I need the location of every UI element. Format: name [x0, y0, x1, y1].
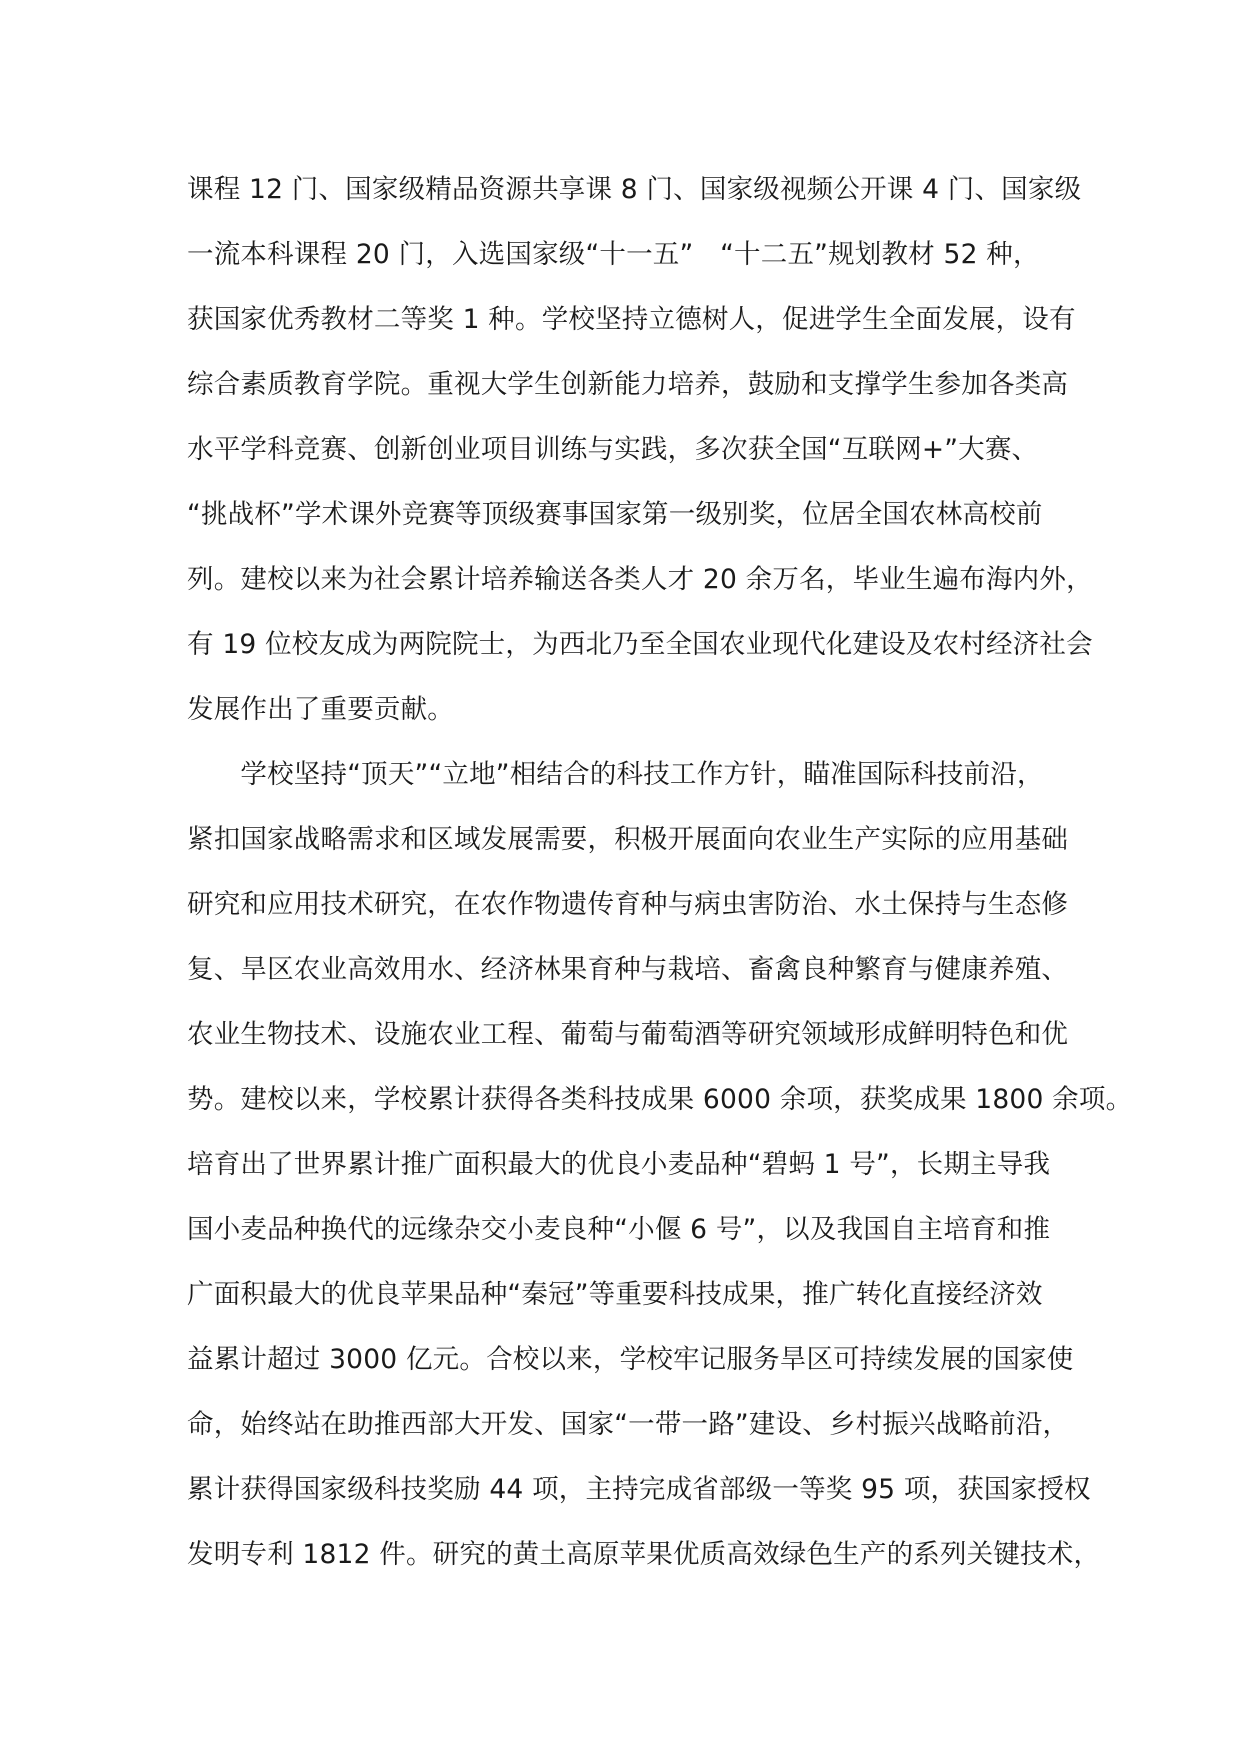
text-line: 累计获得国家级科技奖励 44 项，主持完成省部级一等奖 95 项，获国家授权 [187, 1474, 1091, 1505]
text-line: 国小麦品种换代的远缘杂交小麦良种“小偃 6 号”，以及我国自主培育和推 [187, 1214, 1051, 1245]
text-line: 有 19 位校友成为两院院士，为西北乃至全国农业现代化建设及农村经济社会 [187, 629, 1093, 660]
text-line: 获国家优秀教材二等奖 1 种。学校坚持立德树人，促进学生全面发展，设有 [187, 304, 1076, 335]
text-line: 课程 12 门、国家级精品资源共享课 8 门、国家级视频公开课 4 门、国家级 [187, 174, 1082, 205]
text-line: 命，始终站在助推西部大开发、国家“一带一路”建设、乡村振兴战略前沿， [187, 1409, 1070, 1440]
text-line: 农业生物技术、设施农业工程、葡萄与葡萄酒等研究领域形成鲜明特色和优 [187, 1019, 1069, 1050]
text-line: 益累计超过 3000 亿元。合校以来，学校牢记服务旱区可持续发展的国家使 [187, 1344, 1074, 1375]
text-line: 发展作出了重要贡献。 [187, 694, 454, 725]
text-line: 培育出了世界累计推广面积最大的优良小麦品种“碧蚂 1 号”，长期主导我 [187, 1149, 1051, 1180]
text-line: 水平学科竞赛、创新创业项目训练与实践，多次获全国“互联网+”大赛、 [187, 434, 1039, 465]
text-line: 复、旱区农业高效用水、经济林果育种与栽培、畜禽良种繁育与健康养殖、 [187, 954, 1069, 985]
text-line: “挑战杯”学术课外竞赛等顶级赛事国家第一级别奖，位居全国农林高校前 [187, 499, 1043, 530]
text-line: 势。建校以来，学校累计获得各类科技成果 6000 余项，获奖成果 1800 余项。 [187, 1084, 1133, 1115]
text-line: 学校坚持“顶天”“立地”相结合的科技工作方针，瞄准国际科技前沿， [187, 759, 1044, 790]
text-line: 广面积最大的优良苹果品种“秦冠”等重要科技成果，推广转化直接经济效 [187, 1279, 1043, 1310]
document-body [187, 157, 1133, 1587]
text-line: 一流本科课程 20 门，入选国家级“十一五” “十二五”规划教材 52 种， [187, 239, 1040, 270]
text-line: 列。建校以来为社会累计培养输送各类人才 20 余万名，毕业生遍布海内外， [187, 564, 1093, 595]
text-line: 综合素质教育学院。重视大学生创新能力培养，鼓励和支撑学生参加各类高 [187, 369, 1069, 400]
text-line: 发明专利 1812 件。研究的黄土高原苹果优质高效绿色生产的系列关键技术， [187, 1539, 1101, 1570]
text-line: 紧扣国家战略需求和区域发展需要，积极开展面向农业生产实际的应用基础 [187, 824, 1069, 855]
text-line: 研究和应用技术研究，在农作物遗传育种与病虫害防治、水土保持与生态修 [187, 889, 1069, 920]
